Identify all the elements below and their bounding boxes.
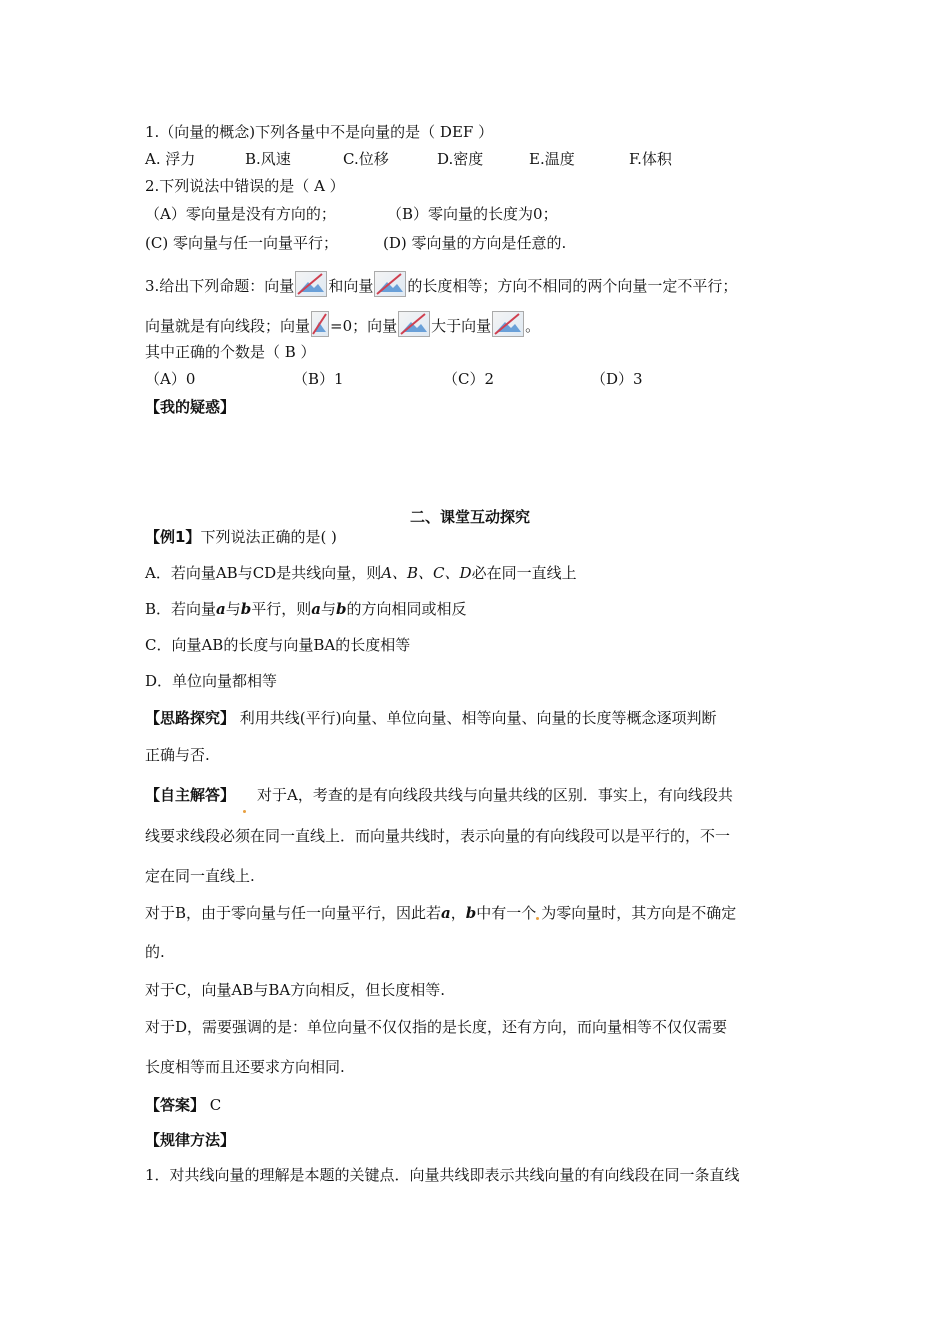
q3-line3: 其中正确的个数是（ B ） <box>145 343 316 361</box>
q1-option-a: A. 浮力 <box>145 150 196 168</box>
q1-option-c: C.位移 <box>343 150 389 168</box>
solution-line4 <box>145 902 736 924</box>
method-line1: 1．对共线向量的理解是本题的关键点．向量共线即表示共线向量的有向线段在同一条直线 <box>145 1166 740 1184</box>
q1-option-d: D.密度 <box>437 150 484 168</box>
broken-image-icon <box>398 311 430 337</box>
q3-line1-text-c: 的长度相等；方向不相同的两个向量一定不平行； <box>407 277 738 295</box>
q3-line2 <box>145 311 540 337</box>
q2-stem: 2.下列说法中错误的是（ A ） <box>145 177 345 195</box>
option-b-text-4: 与 <box>321 600 337 618</box>
thinking-text-1: 利用共线(平行)向量、单位向量、相等向量、向量的长度等概念逐项判断 <box>235 709 717 727</box>
solution-line8: 长度相等而且还要求方向相同. <box>145 1058 345 1076</box>
solution-line5: 的. <box>145 943 165 961</box>
solution-comma: ， <box>450 904 466 922</box>
vector-b: b <box>336 600 347 618</box>
option-b-text-1: B．若向量 <box>145 600 217 618</box>
q2-option-b: （B）零向量的长度为0； <box>387 205 558 223</box>
thinking-line1 <box>145 707 717 729</box>
example1-label: 【例1】 <box>145 528 201 546</box>
q3-line2-text-d: 。 <box>525 317 541 335</box>
solution-line1 <box>145 784 733 806</box>
vector-a: a <box>311 600 322 618</box>
solution-line2: 线要求线段必须在同一直线上．而向量共线时，表示向量的有向线段可以是平行的，不一 <box>145 827 731 845</box>
option-b-text-5: 的方向相同或相反 <box>346 600 467 618</box>
section-title: 二、课堂互动探究 <box>410 508 531 526</box>
q3-line1 <box>145 271 737 297</box>
q2-option-c: (C) 零向量与任一向量平行； <box>145 234 338 252</box>
q2-option-d: (D) 零向量的方向是任意的. <box>383 234 567 252</box>
broken-image-icon <box>295 271 327 297</box>
broken-image-icon <box>311 311 329 337</box>
method-heading: 【规律方法】 <box>145 1131 236 1149</box>
solution-label: 【自主解答】 <box>145 786 236 804</box>
q1-option-b: B.风速 <box>245 150 291 168</box>
q1-stem: 1.（向量的概念)下列各量中不是向量的是（ DEF ） <box>145 123 494 141</box>
q3-line1-text-a: 3.给出下列命题：向量 <box>145 277 295 295</box>
solution-text-4f: 为零向量时，其方向是不确定 <box>541 904 737 922</box>
q3-line2-text-c: 大于向量 <box>431 317 492 335</box>
answer-value: C <box>205 1096 222 1114</box>
broken-image-icon <box>374 271 406 297</box>
vector-b: b <box>465 904 477 922</box>
solution-text-4e: 中有一个 <box>476 904 537 922</box>
thinking-label: 【思路探究】 <box>145 709 236 727</box>
q3-line2-text-b: =0；向量 <box>330 317 398 335</box>
q3-option-c: （C）2 <box>443 370 495 388</box>
thinking-line2: 正确与否. <box>145 746 210 764</box>
comment-dot-icon <box>243 810 246 813</box>
comment-dot-icon <box>536 917 539 920</box>
solution-text-4a: 对于B，由于零向量与任一向量平行，因此若 <box>145 904 442 922</box>
solution-line3: 定在同一直线上. <box>145 867 255 885</box>
my-doubt-heading: 【我的疑惑】 <box>145 398 236 416</box>
option-b-text-2: 与 <box>225 600 241 618</box>
vector-a: a <box>441 904 451 922</box>
example1-option-a <box>145 562 577 584</box>
option-a-text-3: 必在同一直线上 <box>471 564 577 582</box>
q3-option-b: （B）1 <box>293 370 344 388</box>
q1-option-f: F.体积 <box>629 150 672 168</box>
vector-a: a <box>216 600 226 618</box>
example1-option-d: D．单位向量都相等 <box>145 672 278 690</box>
example1-option-b <box>145 598 467 620</box>
q3-line2-text-a: 向量就是有向线段；向量 <box>145 317 311 335</box>
option-b-text-3: 平行，则 <box>251 600 312 618</box>
q1-option-e: E.温度 <box>529 150 575 168</box>
q3-line1-text-b: 和向量 <box>328 277 374 295</box>
solution-line6: 对于C，向量AB与BA方向相反，但长度相等. <box>145 981 445 999</box>
q3-option-a: （A）0 <box>145 370 196 388</box>
option-a-points: A、B、C、D <box>381 564 472 582</box>
broken-image-icon <box>492 311 524 337</box>
option-a-text-1: A．若向量AB与CD是共线向量，则 <box>145 564 382 582</box>
solution-line7: 对于D，需要强调的是：单位向量不仅仅指的是长度，还有方向，而向量相等不仅仅需要 <box>145 1018 728 1036</box>
solution-text-1: 对于A，考查的是有向线段共线与向量共线的区别．事实上，有向线段共 <box>257 786 733 804</box>
q2-option-a: （A）零向量是没有方向的； <box>145 205 336 223</box>
vector-b: b <box>240 600 252 618</box>
answer-label: 【答案】 <box>145 1096 206 1114</box>
answer-line <box>145 1094 221 1116</box>
example1-question: 下列说法正确的是( ) <box>200 528 337 546</box>
example1-stem <box>145 526 337 548</box>
example1-option-c: C．向量AB的长度与向量BA的长度相等 <box>145 636 411 654</box>
q3-option-d: （D）3 <box>591 370 643 388</box>
